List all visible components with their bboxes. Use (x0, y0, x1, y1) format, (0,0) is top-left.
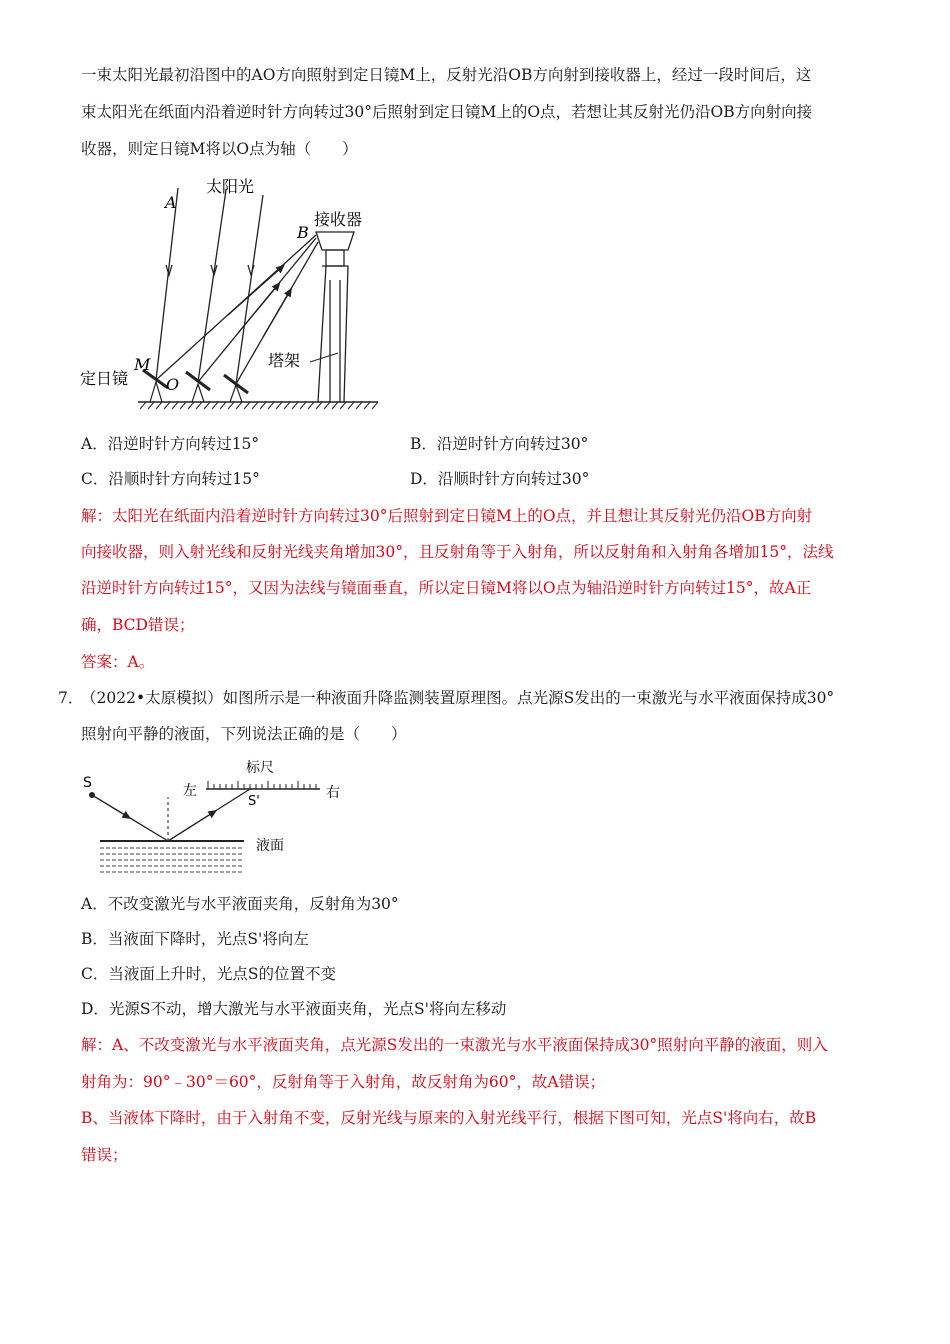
q6-solution-line-4: 确，BCD错误； (81, 616, 195, 634)
sun-ray-AO (156, 188, 178, 380)
label-B: B (297, 223, 309, 242)
label-O: O (166, 375, 180, 394)
tower (316, 232, 354, 402)
liquid-hatching (100, 848, 244, 872)
q6-solution-line-1: 解：太阳光在纸面内沿着逆时针方向转过30°后照射到定日镜M上的O点，并且想让其反射光仍沿OB方向射 (81, 507, 813, 525)
label-liquid-surface: 液面 (256, 838, 284, 854)
q7-solution-line-1: 解：A、不改变激光与水平液面夹角，点光源S发出的一束激光与水平液面保持成30°照射向平静的液面，则入 (81, 1036, 828, 1054)
q7-liquid-level-figure (78, 755, 358, 880)
tower-leader (310, 353, 338, 362)
label-scale: 标尺 (246, 760, 274, 776)
label-S-prime: S' (248, 794, 260, 809)
label-S: S (83, 775, 92, 791)
label-heliostat: 定日镜 (80, 369, 129, 388)
label-A: A (165, 193, 177, 212)
q6-heliostat-figure (78, 170, 388, 415)
q7-solution-line-2: 射角为：90°﹣30°＝60°，反射角等于入射角，故反射角为60°，故A错误； (81, 1073, 606, 1091)
label-receiver: 接收器 (314, 210, 363, 229)
q6-option-d: D．沿顺时针方向转过30° (410, 470, 590, 488)
q7-solution-line-3: B、当液体下降时，由于入射角不变，反射光线与原来的入射光线平行，根据下图可知，光点S'将向右，故B (81, 1109, 817, 1127)
q7-stem-line-1: （2022•太原模拟）如图所示是一种液面升降监测装置原理图。点光源S发出的一束激光与水平液面保持成30° (81, 689, 835, 707)
q6-option-c: C．沿顺时针方向转过15° (81, 470, 260, 488)
q7-option-d: D．光源S不动，增大激光与水平液面夹角，光点S'将向左移动 (81, 1000, 507, 1018)
label-tower: 塔架 (268, 351, 301, 370)
q7-option-a: A．不改变激光与水平液面夹角，反射角为30° (81, 895, 399, 913)
q6-solution-line-2: 向接收器，则入射光线和反射光线夹角增加30°，且反射角等于入射角，所以反射角和入射角各增加15°，法线 (81, 543, 834, 561)
q6-solution-line-3: 沿逆时针方向转过15°，又因为法线与镜面垂直，所以定日镜M将以O点为轴沿逆时针方向转过15°，故A正 (81, 579, 812, 597)
q7-option-c: C．当液面上升时，光点S的位置不变 (81, 965, 336, 983)
q6-option-a: A．沿逆时针方向转过15° (81, 435, 260, 453)
label-sunlight: 太阳光 (206, 177, 255, 196)
sun-ray-3 (236, 195, 263, 384)
q7-option-b: B．当液面下降时，光点S'将向左 (81, 930, 309, 948)
label-M: M (134, 355, 151, 374)
label-right: 右 (326, 785, 340, 801)
q7-solution-line-4: 错误； (81, 1146, 128, 1164)
scale-ticks (208, 781, 316, 789)
q6-answer: 答案：A。 (81, 653, 155, 671)
q7-number: 7． (58, 689, 84, 707)
q7-stem-line-2: 照射向平静的液面，下列说法正确的是（ ） (81, 725, 407, 743)
q6-stem-line-2: 束太阳光在纸面内沿着逆时针方向转过30°后照射到定日镜M上的O点，若想让其反射光仍沿OB方向射向接 (81, 103, 813, 121)
q6-option-b: B．沿逆时针方向转过30° (410, 435, 589, 453)
label-left: 左 (183, 783, 197, 799)
q6-stem-line-3: 收器，则定日镜M将以O点为轴（ ） (81, 140, 358, 158)
q6-stem-line-1: 一束太阳光最初沿图中的AO方向照射到定日镜M上，反射光沿OB方向射到接收器上，经过一段时间后，这 (81, 66, 812, 84)
heliostat-2 (186, 372, 210, 390)
ground-hatching (140, 402, 378, 409)
